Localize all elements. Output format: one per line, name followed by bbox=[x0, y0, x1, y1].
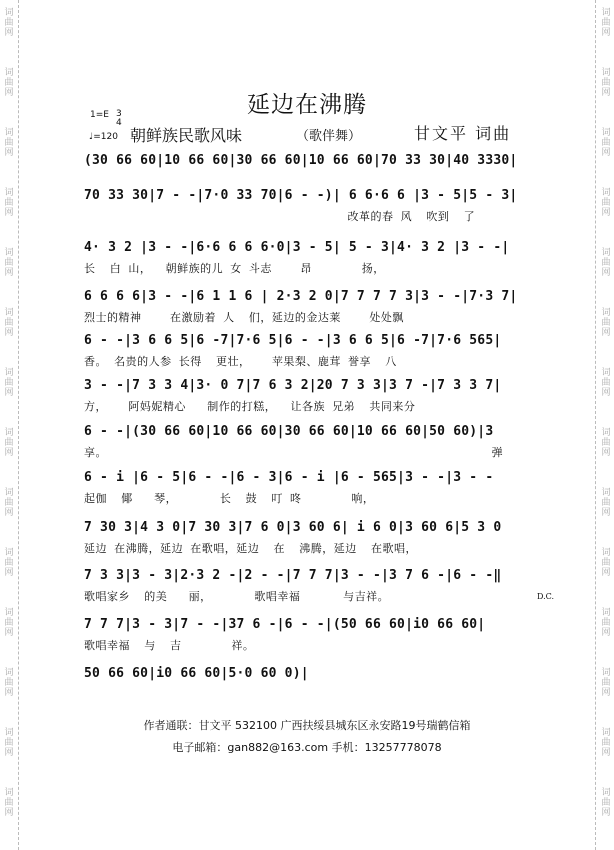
watermark-text: 词 曲 网 bbox=[4, 608, 14, 638]
credits-label: 甘文平 词曲 bbox=[414, 124, 512, 143]
lyrics-row-6: 方， 阿妈妮精心 制作的打糕， 让各族 兄弟 共同来分 bbox=[84, 400, 416, 413]
watermark-text: 词 曲 网 bbox=[4, 188, 14, 218]
watermark-text: 词 曲 网 bbox=[4, 68, 14, 98]
watermark-text: 词 曲 网 bbox=[4, 428, 14, 458]
style-label: 朝鲜族民歌风味 bbox=[130, 126, 243, 145]
watermark-text: 词 曲 网 bbox=[601, 188, 611, 218]
watermark-text: 词 曲 网 bbox=[601, 128, 611, 158]
key-signature: 1=E bbox=[90, 110, 109, 120]
watermark-text: 词 曲 网 bbox=[601, 368, 611, 398]
watermark-text: 词 曲 网 bbox=[601, 728, 611, 758]
watermark-text: 词 曲 网 bbox=[4, 128, 14, 158]
watermark-text: 词 曲 网 bbox=[601, 788, 611, 818]
lyrics-row-8: 起伽 倻 琴， 长 鼓 叮 咚 响， bbox=[84, 492, 375, 505]
lyrics-row-5: 香。 名贵的人参 长得 更壮， 苹果梨、鹿茸 誉享 八 bbox=[84, 355, 397, 368]
notation-row-2: 70 33 30|7 - -|7·0 33 70|6 - -)| 6 6·6 6 |3 - 5|5 - 3| bbox=[84, 188, 518, 203]
watermark-text: 词 曲 网 bbox=[601, 308, 611, 338]
genre-label: （歌伴舞） bbox=[296, 129, 362, 144]
watermark-text: 词 曲 网 bbox=[601, 428, 611, 458]
watermark-text: 词 曲 网 bbox=[601, 668, 611, 698]
watermark-text: 词 曲 网 bbox=[601, 8, 611, 38]
notation-row-10: 7 3 3|3 - 3|2·3 2 -|2 - -|7 7 7|3 - -|3 7 6 -|6 - -‖ bbox=[84, 568, 502, 583]
notation-row-3: 4· 3 2 |3 - -|6·6 6 6 6·0|3 - 5| 5 - 3|4· 3 2 |3 - -| bbox=[84, 240, 510, 255]
lyrics-row-9: 延边 在沸腾，延边 在歌唱，延边 在 沸腾，延边 在歌唱， bbox=[84, 542, 417, 555]
notation-row-8: 6 - i |6 - 5|6 - -|6 - 3|6 - i |6 - 565|3 - -|3 - - bbox=[84, 470, 494, 485]
lyrics-row-4: 烈士的精神 在激励着 人 们，延边的金达莱 处处飘 bbox=[84, 311, 404, 324]
watermark-text: 词 曲 网 bbox=[4, 308, 14, 338]
watermark-text: 词 曲 网 bbox=[4, 668, 14, 698]
notation-row-5: 6 - -|3 6 6 5|6 -7|7·6 5|6 - -|3 6 6 5|6 -7|7·6 565| bbox=[84, 333, 502, 348]
notation-row-7: 6 - -|(30 66 60|10 66 60|30 66 60|10 66 60|50 60)|3 bbox=[84, 424, 494, 439]
watermark-text: 词 曲 网 bbox=[4, 548, 14, 578]
watermark-text: 词 曲 网 bbox=[601, 488, 611, 518]
lyrics-row-3: 长 白 山， 朝鲜族的儿 女 斗志 昂 扬， bbox=[84, 262, 385, 275]
time-bottom: 4 bbox=[116, 118, 122, 128]
song-title: 延边在沸腾 bbox=[247, 92, 367, 118]
watermark-text: 词 曲 网 bbox=[4, 728, 14, 758]
notation-row-9: 7 30 3|4 3 0|7 30 3|7 6 0|3 60 6| i 6 0|3 60 6|5 3 0 bbox=[84, 520, 502, 535]
notation-row-11: 7 7 7|3 - 3|7 - -|37 6 -|6 - -|(50 66 60|i0 66 60| bbox=[84, 617, 486, 632]
lyrics-row-11: 歌唱幸福 与 吉 祥。 bbox=[84, 639, 255, 652]
notation-row-4: 6 6 6 6|3 - -|6 1 1 6 | 2·3 2 0|7 7 7 7 3|3 - -|7·3 7| bbox=[84, 289, 518, 304]
watermark-text: 词 曲 网 bbox=[601, 548, 611, 578]
lyrics-row-7: 享。 弹 bbox=[84, 446, 504, 459]
notation-row-1: (30 66 60|10 66 60|30 66 60|10 66 60|70 33 30|40 3330| bbox=[84, 153, 518, 168]
watermark-text: 词 曲 网 bbox=[4, 368, 14, 398]
footer-email-phone: 电子邮箱：gan882@163.com 手机：13257778078 bbox=[172, 741, 442, 754]
notation-row-12: 50 66 60|i0 66 60|5·0 60 0)| bbox=[84, 666, 309, 681]
watermark-text: 词 曲 网 bbox=[4, 248, 14, 278]
footer-contact: 作者通联：甘文平 532100 广西扶绥县城东区永安路19号瑞鹤信箱 bbox=[143, 719, 471, 732]
watermark-text: 词 曲 网 bbox=[4, 488, 14, 518]
watermark-text: 词 曲 网 bbox=[601, 68, 611, 98]
watermark-text: 词 曲 网 bbox=[4, 8, 14, 38]
lyrics-row-2: 改革的春 风 吹到 了 bbox=[84, 210, 476, 223]
lyrics-row-10: 歌唱家乡 的美 丽， 歌唱幸福 与吉祥。 bbox=[84, 590, 390, 603]
watermark-text: 词 曲 网 bbox=[601, 248, 611, 278]
watermark-text: 词 曲 网 bbox=[4, 788, 14, 818]
time-top: 3 bbox=[116, 109, 122, 119]
notation-row-6: 3 - -|7 3 3 4|3· 0 7|7 6 3 2|20 7 3 3|3 7 -|7 3 3 7| bbox=[84, 378, 502, 393]
tempo-mark: ♩=120 bbox=[89, 132, 118, 142]
dc-mark: D.C. bbox=[537, 592, 555, 601]
watermark-text: 词 曲 网 bbox=[601, 608, 611, 638]
time-signature bbox=[116, 110, 122, 128]
